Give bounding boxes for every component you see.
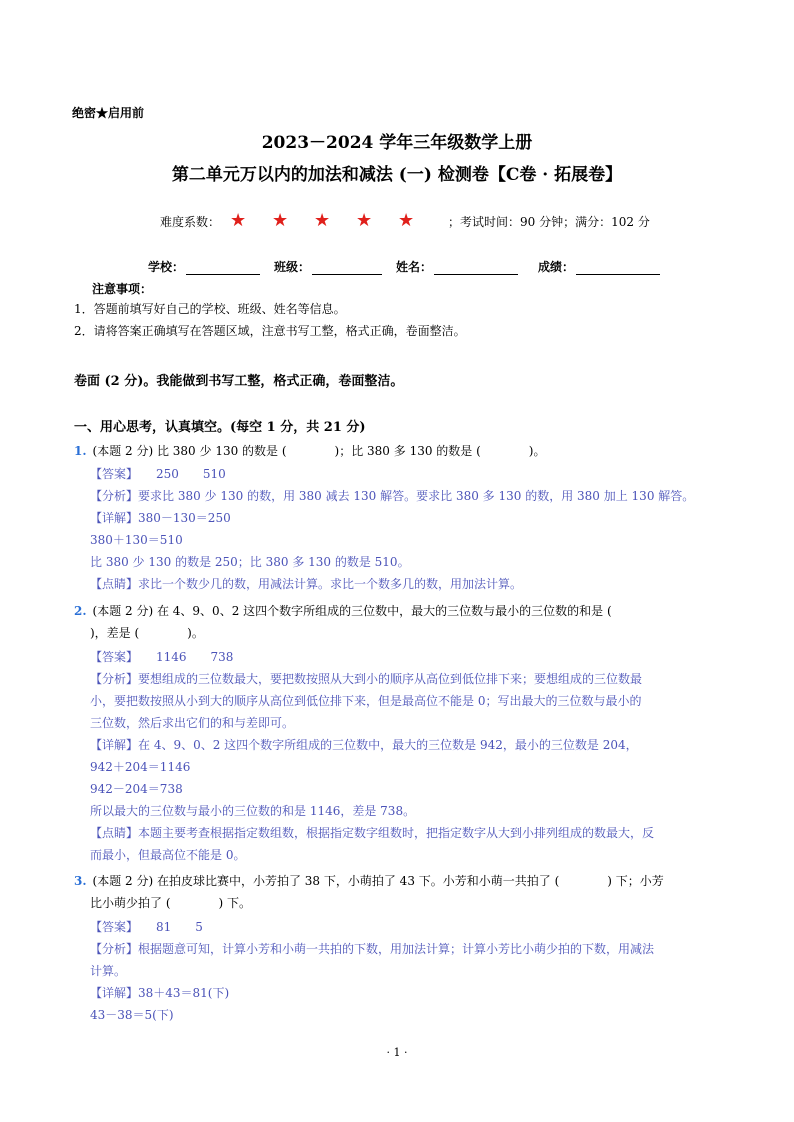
- answer-line: 【答案】 1146 738: [90, 650, 234, 664]
- detail-line: 43－38＝5(下): [90, 1008, 174, 1022]
- exam-info: ；考试时间：90 分钟；满分：102 分: [448, 214, 650, 229]
- note-item: 2．请将答案正确填写在答题区域，注意书写工整，格式正确，卷面整洁。: [74, 324, 466, 338]
- question-stem-cont: )，差是 ( )。: [90, 626, 204, 640]
- question-number: 3.: [74, 874, 87, 888]
- detail-line: 【详解】在 4、9、0、2 这四个数字所组成的三位数中，最大的三位数是 942，最小的三位数是 204，: [90, 738, 638, 752]
- analysis-line: 【分析】要求比 380 少 130 的数，用 380 减去 130 解答。要求比 380 多 130 的数，用 380 加上 130 解答。: [90, 489, 695, 503]
- student-fields: [148, 258, 674, 275]
- detail-line: 【详解】380－130＝250: [90, 511, 231, 525]
- question-number: 1.: [74, 444, 87, 458]
- school-field[interactable]: 学校：: [148, 258, 260, 275]
- analysis-line: 【分析】要想组成的三位数最大，要把数按照从大到小的顺序从高位到低位排下来；要想组成的三位数最: [90, 672, 643, 686]
- question-stem: (本题 2 分) 在拍皮球比赛中，小芳拍了 38 下，小萌拍了 43 下。小芳和小萌一共拍了 ( ) 下；小芳: [92, 874, 664, 888]
- class-field[interactable]: 班级：: [274, 258, 382, 275]
- title-line-2: 第二单元万以内的加法和减法 (一) 检测卷【C卷 · 拓展卷】: [171, 165, 623, 185]
- answer-line: 【答案】 250 510: [90, 467, 226, 481]
- difficulty-label: 难度系数：: [160, 214, 221, 229]
- question-stem-cont: 比小萌少拍了 ( ) 下。: [90, 896, 251, 910]
- detail-line: 942－204＝738: [90, 782, 183, 796]
- name-field[interactable]: 姓名：: [396, 258, 518, 275]
- star-icon: ★: [272, 210, 289, 231]
- tip-line: 【点睛】求比一个数少几的数，用减法计算。求比一个数多几的数，用加法计算。: [90, 577, 523, 591]
- analysis-line: 三位数，然后求出它们的和与差即可。: [90, 716, 295, 730]
- note-item: 1．答题前填写好自己的学校、班级、姓名等信息。: [74, 302, 346, 316]
- question-2: [74, 600, 724, 622]
- detail-line: 942＋204＝1146: [90, 760, 191, 774]
- star-icon: ★: [398, 210, 415, 231]
- question-3: [74, 870, 724, 892]
- tip-line: 而最小，但最高位不能是 0。: [90, 848, 246, 862]
- tip-line: 【点睛】本题主要考查根据指定数组数，根据指定数字组数时，把指定数字从大到小排列组成的数最大，反: [90, 826, 655, 840]
- secret-label: 绝密★启用前: [72, 106, 145, 120]
- question-number: 2.: [74, 604, 87, 618]
- detail-line: 380＋130＝510: [90, 533, 183, 547]
- face-score-line: 卷面 (2 分)。我能做到书写工整，格式正确，卷面整洁。: [74, 374, 404, 389]
- difficulty-row: [160, 212, 650, 230]
- detail-line: 【详解】38＋43＝81(下): [90, 986, 230, 1000]
- section-heading: 一、用心思考，认真填空。(每空 1 分，共 21 分): [74, 420, 366, 435]
- difficulty-stars: [230, 212, 440, 230]
- question-stem: (本题 2 分) 在 4、9、0、2 这四个数字所组成的三位数中，最大的三位数与最小的三位数的和是 (: [92, 604, 612, 618]
- title-line-1: 2023－2024 学年三年级数学上册: [261, 133, 533, 153]
- star-icon: ★: [356, 210, 373, 231]
- star-icon: ★: [314, 210, 331, 231]
- star-icon: ★: [230, 210, 247, 231]
- detail-line: 比 380 少 130 的数是 250；比 380 多 130 的数是 510。: [90, 555, 410, 569]
- page-number: · 1 ·: [386, 1046, 408, 1059]
- notes-heading: 注意事项：: [92, 282, 153, 296]
- analysis-line: 小，要把数按照从小到大的顺序从高位到低位排下来，但是最高位不能是 0；写出最大的三位数与最小的: [90, 694, 642, 708]
- detail-line: 所以最大的三位数与最小的三位数的和是 1146，差是 738。: [90, 804, 416, 818]
- question-stem: (本题 2 分) 比 380 少 130 的数是 ( )；比 380 多 130 的数是 ( )。: [92, 444, 546, 458]
- question-1: [74, 440, 724, 462]
- answer-line: 【答案】 81 5: [90, 920, 203, 934]
- score-field[interactable]: 成绩：: [538, 258, 660, 275]
- analysis-line: 【分析】根据题意可知，计算小芳和小萌一共拍的下数，用加法计算；计算小芳比小萌少拍的下数，用减法: [90, 942, 655, 956]
- analysis-line: 计算。: [90, 964, 127, 978]
